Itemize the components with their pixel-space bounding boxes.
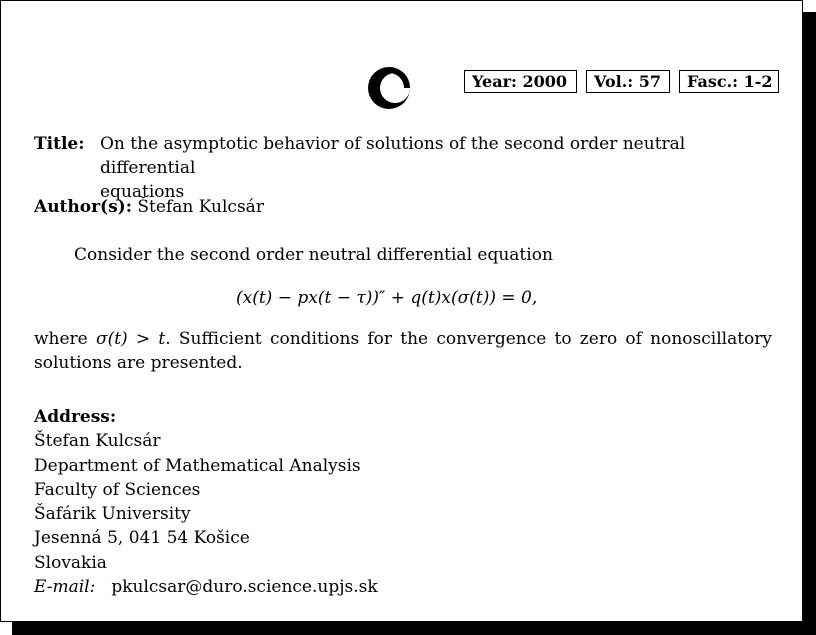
abstract-condition: σ(t) > t <box>95 329 166 349</box>
volume-text: Vol.: 57 <box>594 72 662 91</box>
address-line: Jesenná 5, 041 54 Košice <box>34 528 250 549</box>
page-shadow-bottom <box>12 622 816 635</box>
title-line-1: On the asymptotic behavior of solutions of the second order neutral differential <box>100 134 686 178</box>
address-block <box>34 405 378 599</box>
address-label: Address: <box>34 407 117 427</box>
equation-text: (x(t) − px(t − τ))″ + q(t)x(σ(t)) = 0, <box>236 288 538 308</box>
address-line: Štefan Kulcsár <box>34 431 161 452</box>
address-line: Slovakia <box>34 552 107 573</box>
fascicle-box <box>679 70 779 93</box>
abstract-text <box>34 327 772 375</box>
author-name: Štefan Kulcsár <box>137 197 264 217</box>
article-title <box>100 132 780 204</box>
page-shadow-right <box>803 12 816 635</box>
journal-logo-icon <box>367 66 411 110</box>
volume-box <box>586 70 670 93</box>
email-label: E-mail: <box>34 577 96 598</box>
author-block <box>34 195 264 219</box>
title-line-2: equations <box>100 182 185 202</box>
fascicle-text: Fasc.: 1-2 <box>687 72 773 91</box>
address-line: Šafárik University <box>34 504 191 525</box>
abstract-rest-text: . Sufficient conditions for the convergence to zero of nonoscillatory solutions are presented. <box>34 329 773 373</box>
email-link[interactable]: pkulcsar@duro.science.upjs.sk <box>111 577 378 598</box>
year-text: Year: 2000 <box>472 72 568 91</box>
year-box <box>464 70 577 93</box>
abstract-equation <box>236 286 537 310</box>
abstract-intro: Consider the second order neutral differential equation <box>74 245 553 265</box>
author-label: Author(s): <box>34 197 132 217</box>
address-line: Faculty of Sciences <box>34 479 201 500</box>
email-row <box>34 575 378 599</box>
address-line: Department of Mathematical Analysis <box>34 455 361 476</box>
abstract-where: where <box>34 329 88 349</box>
title-label: Title: <box>34 134 85 154</box>
